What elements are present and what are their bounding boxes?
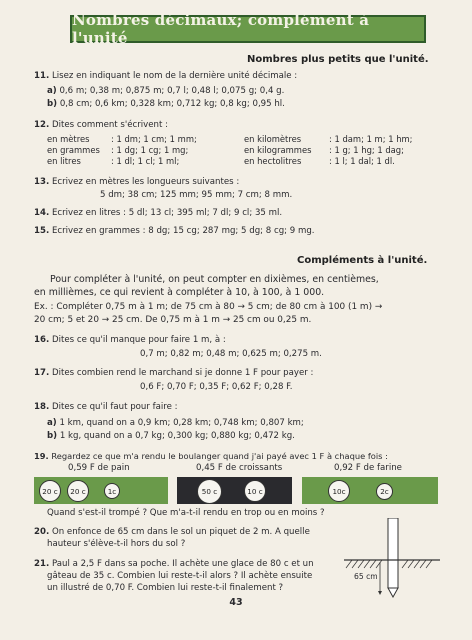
stake-in-ground-illustration — [342, 518, 442, 598]
exercise-number: 19. — [34, 451, 49, 461]
item-text: 0,8 cm; 0,6 km; 0,328 km; 0,712 kg; 0,8 kg; 0,95 hl. — [59, 99, 285, 109]
exercise-16-values: 0,7 m; 0,82 m; 0,48 m; 0,625 m; 0,275 m. — [140, 349, 322, 359]
change-strip-croissants — [177, 477, 292, 504]
exercise-16 — [34, 335, 226, 346]
exercise-number: 14. — [34, 208, 50, 218]
exercise-18-b — [47, 431, 295, 442]
item-label: b) — [47, 99, 58, 109]
exercise-number: 11. — [34, 71, 50, 81]
item-label: a) — [47, 86, 57, 96]
row-label: en litres — [47, 156, 81, 166]
exercise-number: 20. — [34, 527, 50, 537]
exercise-text: Paul a 2,5 F dans sa poche. Il achète une glace de 80 c et un — [51, 559, 314, 569]
exercise-11-b — [47, 99, 285, 110]
row-label: en grammes — [47, 145, 100, 155]
exercise-number: 21. — [34, 559, 50, 569]
purchase-bread: 0,59 F de pain — [68, 463, 130, 473]
exercise-18 — [34, 402, 178, 413]
exercise-19-question: Quand s'est-il trompé ? Que m'a-t-il rendu en trop ou en moins ? — [47, 508, 325, 518]
change-strip-flour — [302, 477, 438, 504]
coin-50c: 50 c — [197, 479, 222, 504]
exercise-text: Ecrivez en grammes : 8 dg; 15 cg; 287 mg; 5 dg; 8 cg; 9 mg. — [51, 226, 315, 236]
row-label: en kilomètres — [244, 134, 302, 144]
intro-example-2: 20 cm; 5 et 20 → 25 cm. De 0,75 m à 1 m → 25 cm ou 0,25 m. — [34, 315, 312, 325]
exercise-20-line-2: hauteur s'élève-t-il hors du sol ? — [47, 539, 186, 549]
exercise-17-values: 0,6 F; 0,70 F; 0,35 F; 0,62 F; 0,28 F. — [140, 382, 293, 392]
exercise-11 — [34, 71, 297, 82]
item-text: 1 km, quand on a 0,9 km; 0,28 km; 0,748 km; 0,807 km; — [59, 418, 304, 428]
exercise-11-a — [47, 86, 284, 97]
coin-20c: 20 c — [39, 480, 61, 502]
exercise-21-line-2: gâteau de 35 c. Combien lui reste-t-il alors ? Il achète ensuite — [47, 571, 313, 581]
chapter-title: Nombres décimaux; complément à l'unité — [72, 11, 370, 47]
exercise-13 — [34, 177, 239, 188]
row-label: en hectolitres — [244, 156, 302, 166]
exercise-14 — [34, 208, 282, 219]
section-title-complements: Compléments à l'unité. — [297, 255, 428, 266]
coin-2c: 2c — [376, 483, 393, 500]
stake-depth-label: 65 cm — [354, 572, 378, 581]
exercise-number: 13. — [34, 177, 50, 187]
item-text: 1 kg, quand on a 0,7 kg; 0,300 kg; 0,880 kg; 0,472 kg. — [59, 431, 295, 441]
coin-10c: 10c — [328, 480, 350, 502]
row-values: : 1 dm; 1 cm; 1 mm; — [111, 134, 197, 144]
intro-line-2: en millièmes, ce qui revient à compléter à 10, à 100, à 1 000. — [34, 287, 325, 298]
exercise-number: 12. — [34, 120, 50, 130]
change-strip-bread — [34, 477, 168, 504]
row-values: : 1 dg; 1 cg; 1 mg; — [111, 145, 189, 155]
exercise-text: Ecrivez en litres : 5 dl; 13 cl; 395 ml; 7 dl; 9 cl; 35 ml. — [51, 208, 283, 218]
stake-icon — [388, 518, 398, 588]
page-number: 43 — [229, 597, 243, 608]
exercise-12 — [34, 120, 168, 131]
exercise-number: 17. — [34, 368, 50, 378]
exercise-number: 15. — [34, 226, 50, 236]
item-text: 0,6 m; 0,38 m; 0,875 m; 0,7 l; 0,48 l; 0,075 g; 0,4 g. — [59, 86, 285, 96]
exercise-text: On enfonce de 65 cm dans le sol un piquet de 2 m. A quelle — [51, 527, 310, 537]
exercise-18-a — [47, 418, 304, 429]
exercise-text: Lisez en indiquant le nom de la dernière unité décimale : — [51, 71, 298, 81]
section-title-smaller-numbers: Nombres plus petits que l'unité. — [247, 54, 429, 65]
exercise-text: Dites combien rend le marchand si je donne 1 F pour payer : — [51, 368, 314, 378]
row-values: : 1 dam; 1 m; 1 hm; — [329, 134, 413, 144]
exercise-text: Dites ce qu'il faut pour faire : — [51, 402, 178, 412]
exercise-text: Dites comment s'écrivent : — [51, 120, 168, 130]
exercise-number: 16. — [34, 335, 50, 345]
item-label: b) — [47, 431, 58, 441]
exercise-text: Ecrivez en mètres les longueurs suivantes : — [51, 177, 240, 187]
row-values: : 1 l; 1 dal; 1 dl. — [329, 156, 395, 166]
exercise-text: Regardez ce que m'a rendu le boulanger quand j'ai payé avec 1 F à chaque fois : — [51, 451, 388, 461]
exercise-17 — [34, 368, 313, 379]
chapter-title-banner — [70, 11, 426, 47]
coin-1c: 1c — [104, 483, 120, 499]
row-label: en mètres — [47, 134, 90, 144]
exercise-21-line-1 — [34, 559, 314, 570]
exercise-21-line-3: un illustré de 0,70 F. Combien lui reste-t-il finalement ? — [47, 583, 284, 593]
intro-line-1: Pour compléter à l'unité, on peut compter en dixièmes, en centièmes, — [50, 274, 379, 285]
exercise-19 — [34, 451, 388, 462]
coin-10c: 10 c — [244, 480, 266, 502]
purchase-croissants: 0,45 F de croissants — [196, 463, 283, 473]
exercise-number: 18. — [34, 402, 50, 412]
item-label: a) — [47, 418, 57, 428]
unit-conversion-table — [47, 134, 457, 170]
coin-20c: 20 c — [67, 480, 89, 502]
row-values: : 1 g; 1 hg; 1 dag; — [329, 145, 404, 155]
exercise-text: Dites ce qu'il manque pour faire 1 m, à : — [51, 335, 226, 345]
intro-example-1: Ex. : Compléter 0,75 m à 1 m; de 75 cm à 80 → 5 cm; de 80 cm à 100 (1 m) → — [34, 302, 383, 312]
exercise-15 — [34, 226, 315, 237]
exercise-20-line-1 — [34, 527, 310, 538]
row-values: : 1 dl; 1 cl; 1 ml; — [111, 156, 180, 166]
row-label: en kilogrammes — [244, 145, 312, 155]
exercise-13-values: 5 dm; 38 cm; 125 mm; 95 mm; 7 cm; 8 mm. — [100, 190, 293, 200]
purchase-flour: 0,92 F de farine — [334, 463, 402, 473]
